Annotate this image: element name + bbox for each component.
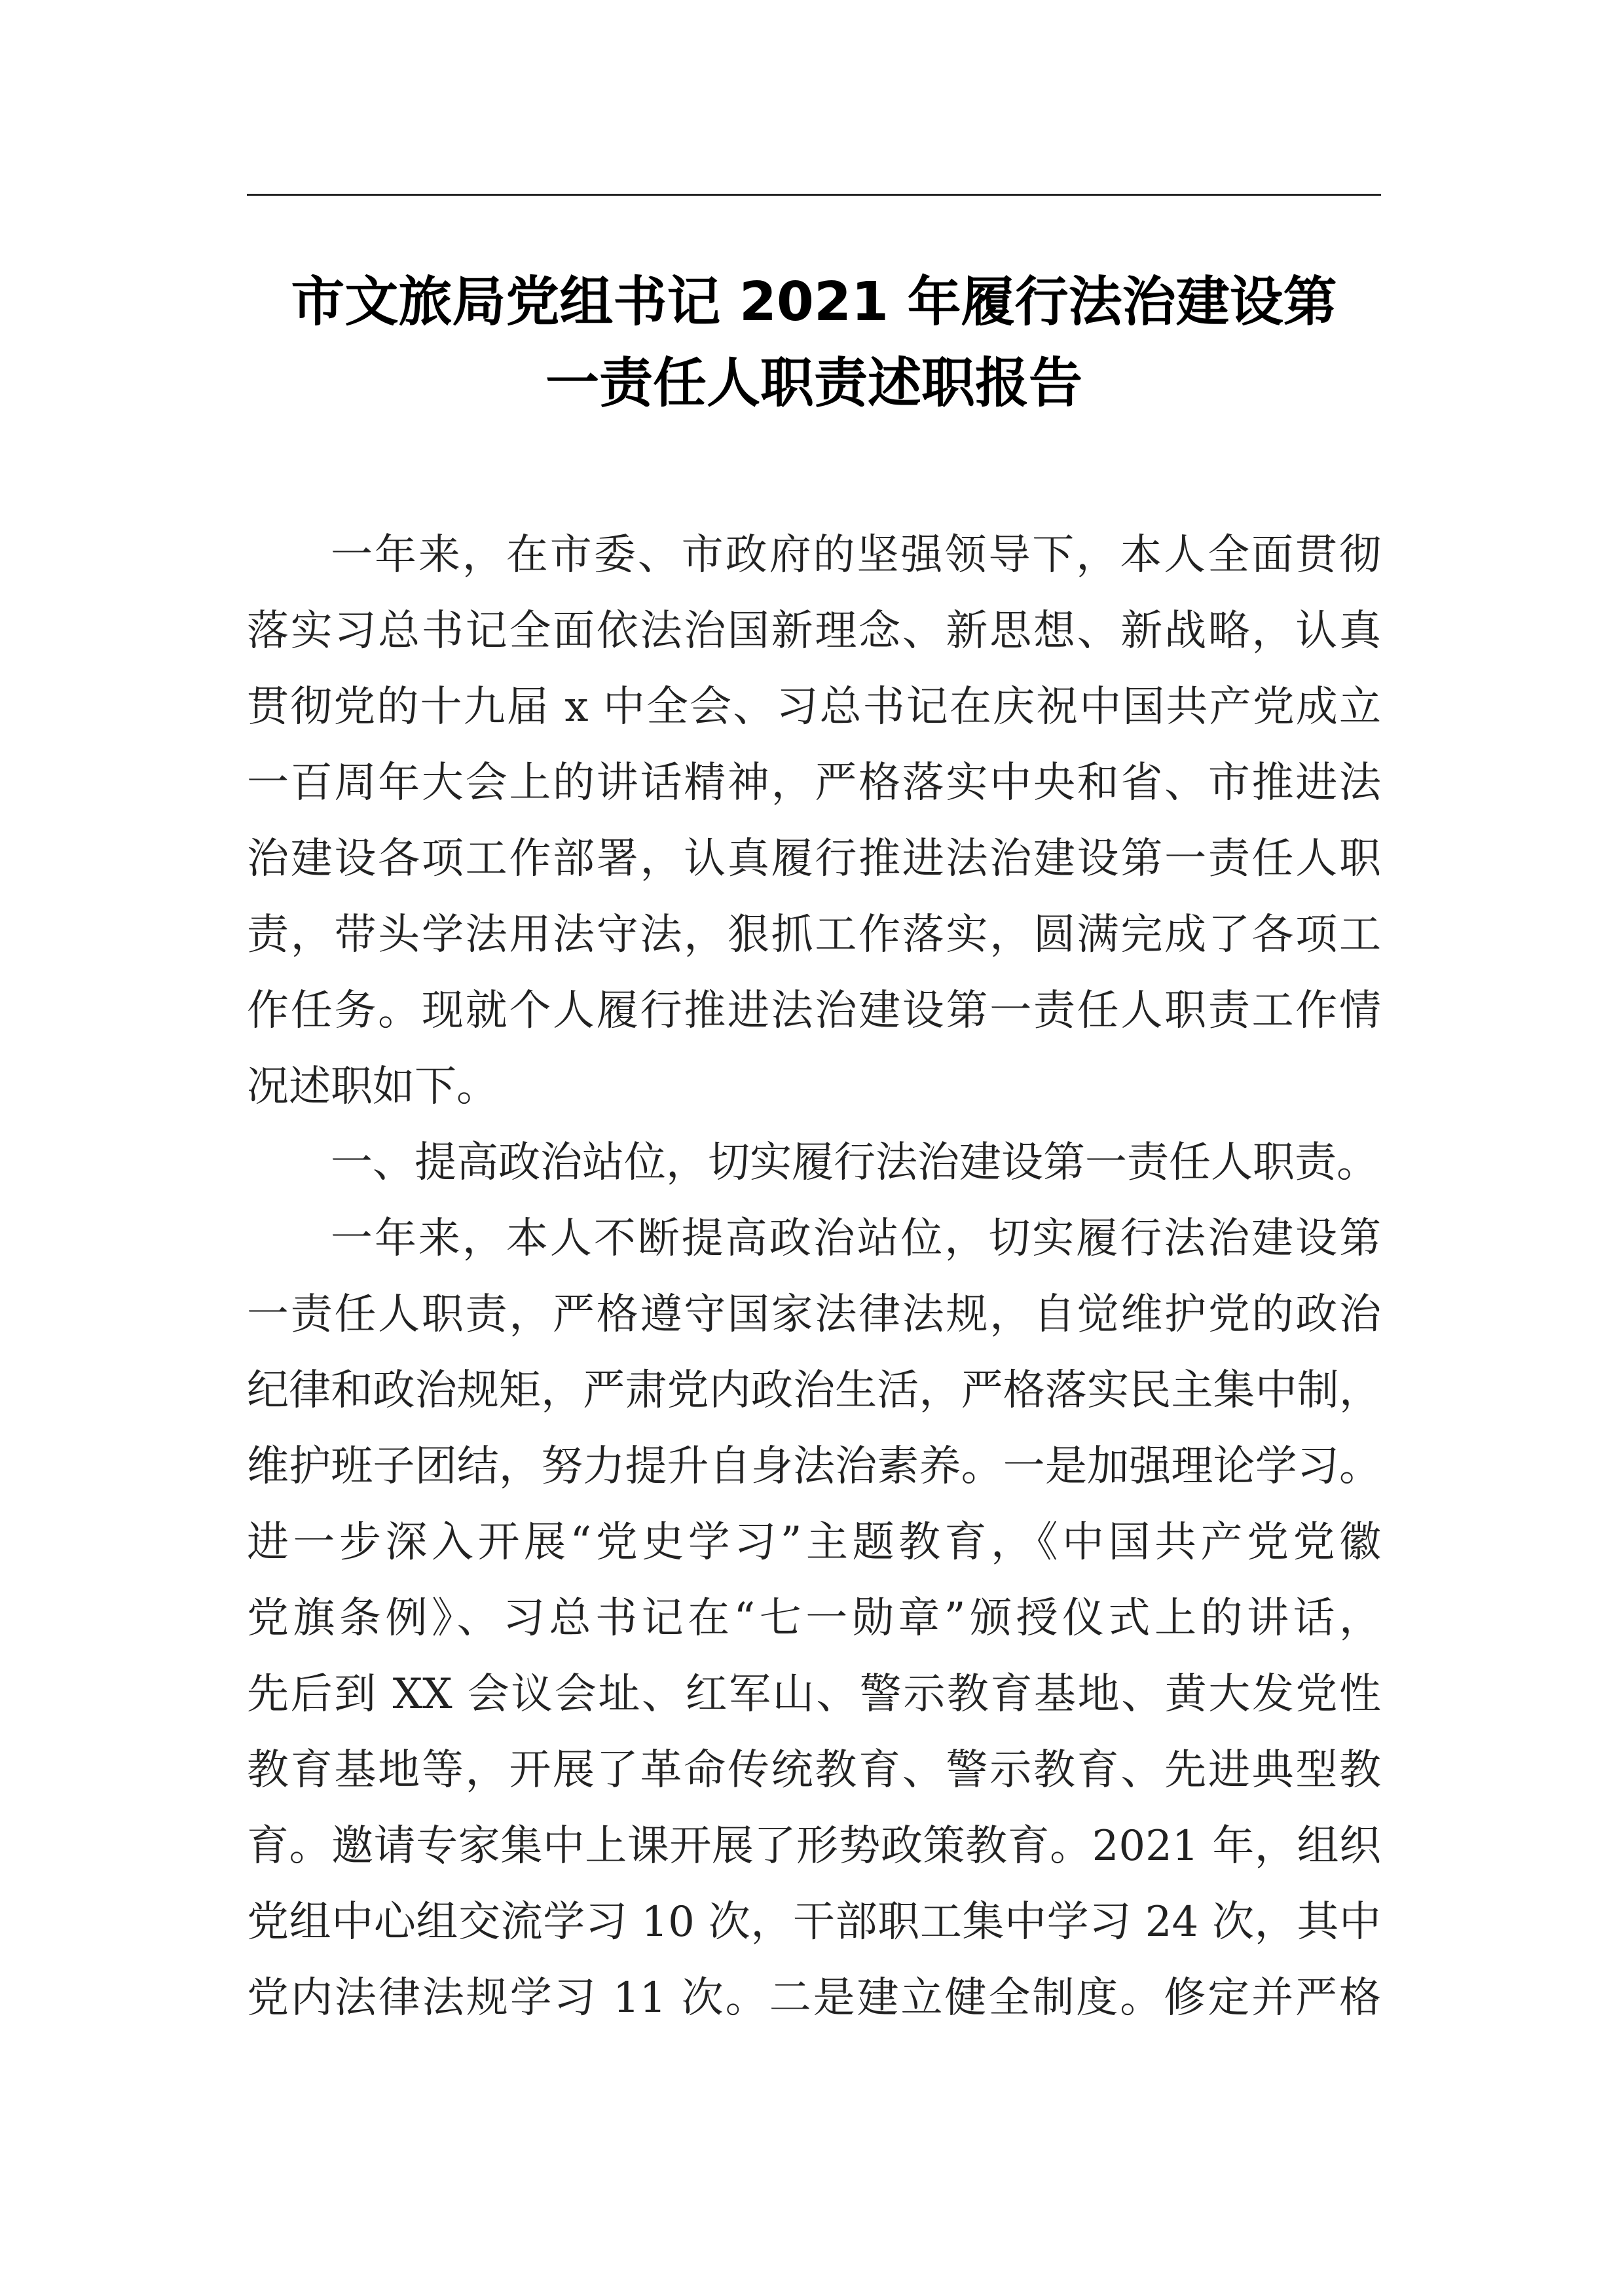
text-line: 党内法律法规学习 11 次。二是建立健全制度。修定并严格 (247, 1974, 1381, 2022)
title-line: 市文旅局党组书记 2021 年履行法治建设第 (291, 271, 1337, 333)
paragraph-section-1 (247, 1201, 1381, 2036)
text-line: 一、提高政治站位，切实履行法治建设第一责任人职责。 (331, 1139, 1378, 1187)
text-line: 一百周年大会上的讲话精神，严格落实中央和省、市推进法 (247, 759, 1381, 807)
text-line: 进一步深入开展“党史学习”主题教育，《中国共产党党徽 (247, 1518, 1381, 1567)
text-line: 教育基地等，开展了革命传统教育、警示教育、先进典型教 (247, 1746, 1381, 1795)
text-line: 维护班子团结，努力提升自身法治素养。一是加强理论学习。 (247, 1442, 1381, 1491)
text-line: 责，带头学法用法守法，狠抓工作落实，圆满完成了各项工 (247, 911, 1381, 959)
text-line: 党旗条例》、习总书记在“七一勋章”颁授仪式上的讲话， (247, 1594, 1381, 1643)
text-line: 党组中心组交流学习 10 次，干部职工集中学习 24 次，其中 (247, 1898, 1381, 1946)
text-line: 先后到 XX 会议会址、红军山、警示教育基地、黄大发党性 (247, 1670, 1381, 1719)
document-body (247, 517, 1381, 2036)
paragraph-intro (247, 517, 1381, 1125)
text-line: 贯彻党的十九届 x 中全会、习总书记在庆祝中国共产党成立 (247, 683, 1381, 731)
text-line: 落实习总书记全面依法治国新理念、新思想、新战略，认真 (247, 607, 1381, 655)
document-title (247, 262, 1381, 424)
text-line: 育。邀请专家集中上课开展了形势政策教育。2021 年，组织 (247, 1822, 1381, 1870)
section-heading (247, 1125, 1381, 1201)
text-line: 一责任人职责，严格遵守国家法律法规，自觉维护党的政治 (247, 1290, 1381, 1339)
text-line: 况述职如下。 (247, 1063, 498, 1111)
text-line: 一年来，在市委、市政府的坚强领导下，本人全面贯彻 (331, 531, 1381, 579)
title-line: 一责任人职责述职报告 (545, 352, 1082, 414)
text-line: 一年来，本人不断提高政治站位，切实履行法治建设第 (331, 1214, 1381, 1263)
text-line: 作任务。现就个人履行推进法治建设第一责任人职责工作情 (247, 987, 1381, 1035)
text-line: 治建设各项工作部署，认真履行推进法治建设第一责任人职 (247, 835, 1381, 883)
text-line: 纪律和政治规矩，严肃党内政治生活，严格落实民主集中制， (247, 1366, 1381, 1415)
header-rule (247, 194, 1381, 196)
